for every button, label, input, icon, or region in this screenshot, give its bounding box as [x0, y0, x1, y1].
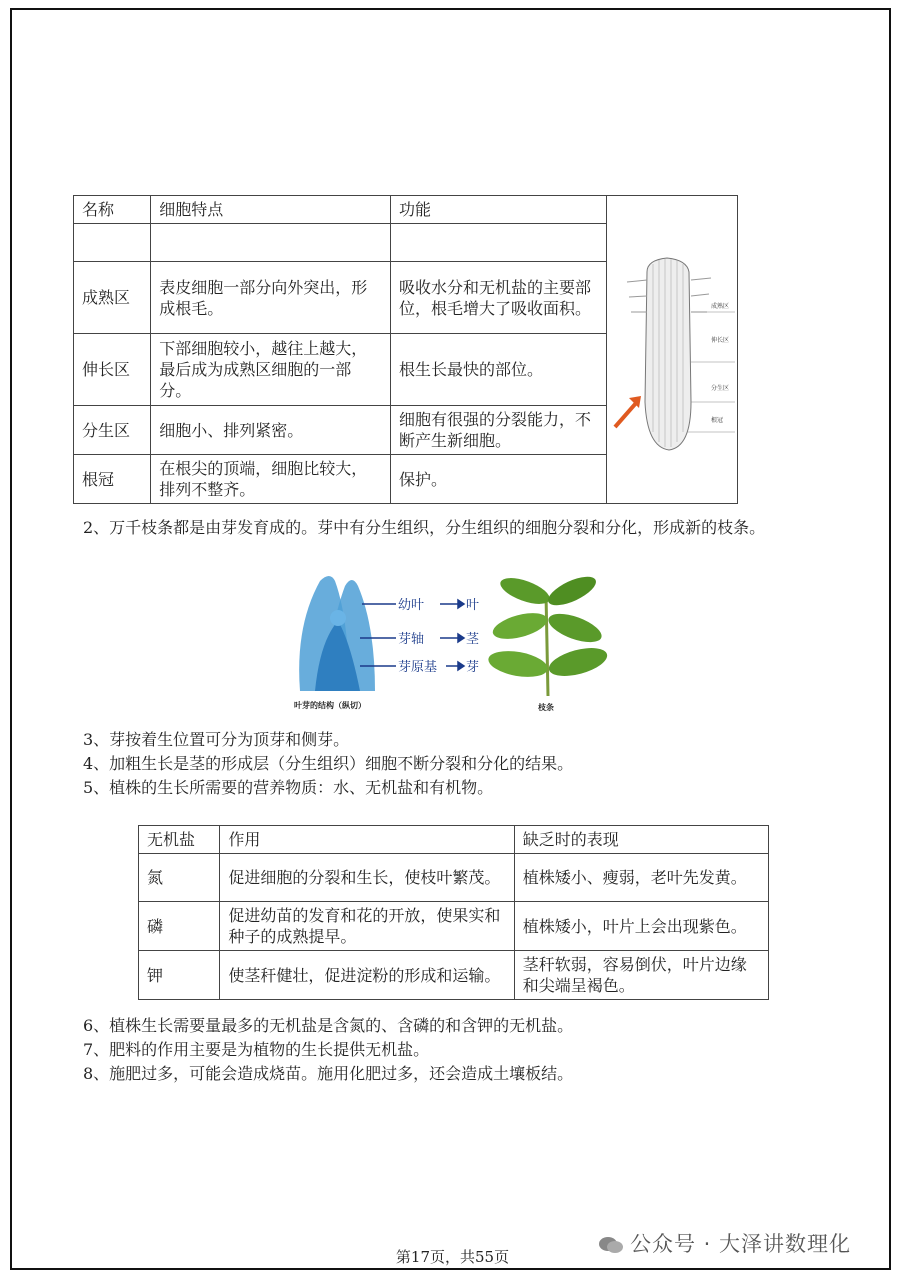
root-tip-diagram	[607, 242, 737, 452]
salt-name: 磷	[139, 902, 220, 951]
diagram-label: 成熟区	[710, 303, 729, 310]
salt-lack: 植株矮小，叶片上会出现紫色。	[514, 902, 768, 951]
zone-name: 伸长区	[74, 334, 151, 406]
list-item: 5、植株的生长所需要的营养物质：水、无机盐和有机物。	[83, 778, 494, 797]
salt-role: 促进细胞的分裂和生长，使枝叶繁茂。	[220, 854, 514, 902]
table-header: 名称	[74, 196, 151, 224]
zone-name: 分生区	[74, 406, 151, 455]
paragraph-2: 2、万千枝条都是由芽发育成的。芽中有分生组织，分生组织的细胞分裂和分化，形成新的枝条。	[83, 518, 766, 537]
table-header: 作用	[220, 826, 514, 854]
mineral-salt-table	[138, 825, 769, 1000]
arrow-to-label: 芽	[466, 660, 480, 675]
diagram-label: 分生区	[710, 385, 729, 392]
table-header: 细胞特点	[151, 196, 391, 224]
branch-caption: 枝条	[538, 702, 554, 712]
zone-name: 根冠	[74, 455, 151, 504]
table-cell	[151, 224, 391, 262]
arrow-from-label: 幼叶	[398, 598, 425, 613]
zone-function: 根生长最快的部位。	[390, 334, 606, 406]
salt-role: 促进幼苗的发育和花的开放，使果实和种子的成熟提早。	[220, 902, 514, 951]
salt-name: 钾	[139, 951, 220, 1000]
list-item: 4、加粗生长是茎的形成层（分生组织）细胞不断分裂和分化的结果。	[83, 754, 574, 773]
diagram-label: 伸长区	[710, 337, 729, 344]
list-item: 6、植株生长需要量最多的无机盐是含氮的、含磷的和含钾的无机盐。	[83, 1016, 574, 1035]
table-header: 功能	[390, 196, 606, 224]
list-item: 8、施肥过多，可能会造成烧苗。施用化肥过多，还会造成土壤板结。	[83, 1064, 574, 1083]
salt-lack: 植株矮小、瘦弱，老叶先发黄。	[514, 854, 768, 902]
zone-feature: 表皮细胞一部分向外突出，形成根毛。	[151, 262, 391, 334]
table-header: 无机盐	[139, 826, 220, 854]
table-cell	[74, 224, 151, 262]
salt-name: 氮	[139, 854, 220, 902]
zone-name: 成熟区	[74, 262, 151, 334]
table-cell	[390, 224, 606, 262]
salt-lack: 茎秆软弱，容易倒伏，叶片边缘和尖端呈褐色。	[514, 951, 768, 1000]
bud-branch-figure	[290, 566, 620, 716]
list-item: 7、肥料的作用主要是为植物的生长提供无机盐。	[83, 1040, 430, 1059]
watermark-text: 公众号 · 大泽讲数理化	[630, 1232, 852, 1256]
arrow-from-label: 芽原基	[398, 660, 438, 675]
zone-function: 细胞有很强的分裂能力，不断产生新细胞。	[390, 406, 606, 455]
diagram-label: 根冠	[710, 417, 723, 424]
zone-feature: 在根尖的顶端，细胞比较大，排列不整齐。	[151, 455, 391, 504]
root-tip-diagram-cell	[606, 196, 737, 504]
arrow-to-label: 叶	[466, 598, 480, 613]
table-header: 缺乏时的表现	[514, 826, 768, 854]
salt-role: 使茎秆健壮，促进淀粉的形成和运输。	[220, 951, 514, 1000]
arrow-to-label: 茎	[466, 632, 480, 647]
zone-feature: 下部细胞较小，越往上越大，最后成为成熟区细胞的一部分。	[151, 334, 391, 406]
zone-function: 吸收水分和无机盐的主要部位，根毛增大了吸收面积。	[390, 262, 606, 334]
arrow-from-label: 芽轴	[398, 632, 425, 647]
bud-caption: 叶芽的结构（纵切）	[294, 700, 366, 710]
zone-function: 保护。	[390, 455, 606, 504]
list-item: 3、芽按着生位置可分为顶芽和侧芽。	[83, 730, 350, 749]
zone-feature: 细胞小、排列紧密。	[151, 406, 391, 455]
root-zone-table	[73, 195, 738, 504]
page-number: 第17页，共55页	[395, 1248, 510, 1266]
